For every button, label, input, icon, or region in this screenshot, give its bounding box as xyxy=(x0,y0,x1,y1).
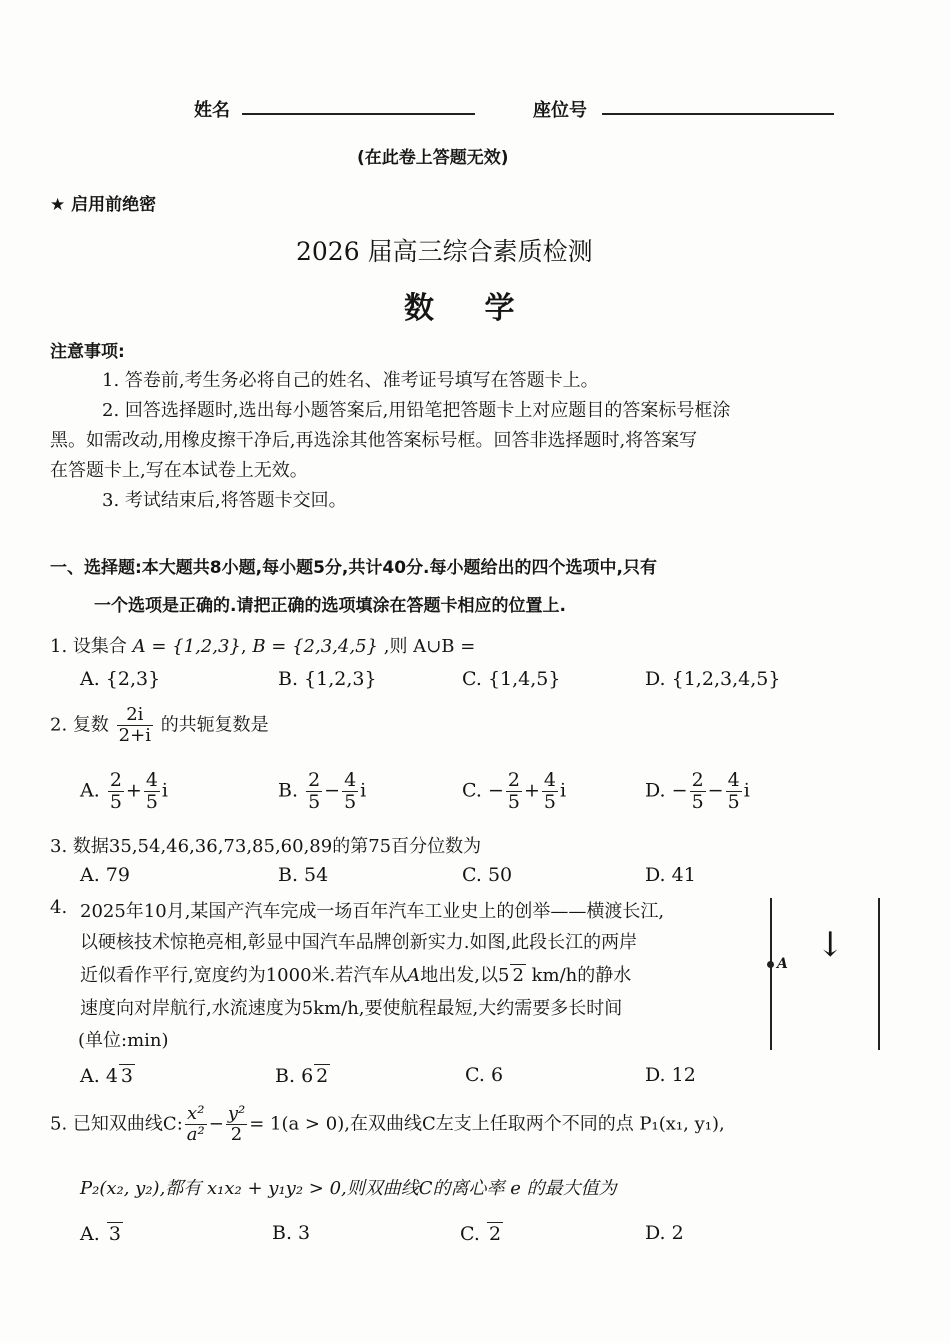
q5-two: 2 xyxy=(230,1123,243,1145)
q2-option-a xyxy=(80,770,168,813)
q2-c-den1: 5 xyxy=(507,790,520,813)
q4-speed-sqrt xyxy=(510,964,525,986)
q5-option-a-label: A. xyxy=(80,1223,100,1245)
q1-option-b: B. {1,2,3} xyxy=(278,668,377,690)
q4-option-a-rad: 3 xyxy=(120,1065,133,1087)
q3-option-a: A. 79 xyxy=(80,864,130,886)
q3-option-c: C. 50 xyxy=(462,864,513,886)
q2-prefix: 复数 xyxy=(72,714,109,736)
river-bank-right xyxy=(878,898,880,1050)
q1-suffix: ,则 A∪B = xyxy=(383,636,476,657)
q5-option-b: B. 3 xyxy=(272,1222,311,1244)
q5-option-d: D. 2 xyxy=(645,1222,684,1244)
q2-a-frac1 xyxy=(108,770,124,813)
q2-b-frac1 xyxy=(306,770,322,813)
q4-option-d: D. 12 xyxy=(645,1064,696,1086)
invalid-note: (在此卷上答题无效) xyxy=(357,148,509,168)
q2-c-i: i xyxy=(559,779,567,802)
q2-d-i: i xyxy=(743,779,750,802)
q2-a-frac2 xyxy=(144,770,160,813)
q4-option-a-coef: 4 xyxy=(105,1065,118,1087)
q2-suffix: 的共轭复数是 xyxy=(160,714,269,736)
q2-d-den1: 5 xyxy=(691,790,704,813)
q2-d-frac2 xyxy=(726,770,742,813)
q2-option-d-label: D. xyxy=(645,779,666,802)
q5-option-c xyxy=(460,1222,503,1245)
point-a-dot xyxy=(767,961,774,968)
current-arrow-icon: ↓ xyxy=(816,925,845,965)
q5-option-a xyxy=(80,1222,123,1245)
q4-option-c: C. 6 xyxy=(465,1064,504,1086)
q2-d-frac1 xyxy=(690,770,706,813)
q2-c-op: + xyxy=(523,779,540,802)
q2-number: 2. xyxy=(50,714,68,736)
q2-stem xyxy=(50,705,269,746)
seat-label: 座位号 xyxy=(533,100,587,121)
q4-line-3c: 地出发,以 xyxy=(420,965,498,986)
q5-minus: − xyxy=(208,1113,224,1135)
q2-c-neg: − xyxy=(487,779,504,802)
notice-item-2a: 2. 回答选择题时,选出每小题答案后,用铅笔把答题卡上对应题目的答案标号框涂 xyxy=(102,400,731,421)
q5-y2: y² xyxy=(227,1103,246,1124)
q5-stem xyxy=(50,1104,725,1145)
q5-option-a-sqrt xyxy=(107,1222,123,1245)
notice-item-1: 1. 答卷前,考生务必将自己的姓名、准考证号填写在答题卡上。 xyxy=(102,370,599,391)
q4-option-b-label: B. xyxy=(275,1065,296,1087)
q2-a-num2: 4 xyxy=(145,769,158,791)
q2-b-op: − xyxy=(324,779,341,802)
q3-text: 数据35,54,46,36,73,85,60,89的第75百分位数为 xyxy=(72,836,482,857)
q4-number: 4. xyxy=(50,897,68,918)
q2-option-b-label: B. xyxy=(278,779,299,802)
q2-frac-numerator: 2i xyxy=(117,705,153,726)
q1-number: 1. xyxy=(50,636,68,657)
section1-heading-2: 一个选项是正确的.请把正确的选项填涂在答题卡相应的位置上. xyxy=(94,596,566,616)
q2-option-a-label: A. xyxy=(80,779,100,802)
q2-d-neg: − xyxy=(671,779,688,802)
q5-option-a-rad: 3 xyxy=(108,1223,121,1245)
q2-c-frac2 xyxy=(542,770,558,813)
q2-a-op: + xyxy=(125,779,142,802)
q2-b-num2: 4 xyxy=(344,769,357,791)
q2-b-num1: 2 xyxy=(308,769,321,791)
q3-option-b: B. 54 xyxy=(278,864,329,886)
q2-fraction xyxy=(117,705,153,746)
q2-d-op: − xyxy=(707,779,724,802)
q4-option-b-sqrt xyxy=(314,1064,330,1087)
q4-option-a-label: A. xyxy=(80,1065,100,1087)
notice-item-3: 3. 考试结束后,将答题卡交回。 xyxy=(102,490,347,511)
river-bank-left xyxy=(770,898,772,1050)
q4-line-2: 以硬核技术惊艳亮相,彰显中国汽车品牌创新实力.如图,此段长江的两岸 xyxy=(80,932,638,953)
q4-line-3a: 近似看作平行,宽度约为1000米.若汽车从 xyxy=(80,965,408,986)
seat-field-line[interactable] xyxy=(602,113,834,115)
name-label: 姓名 xyxy=(194,100,230,121)
q2-frac-denominator: 2+i xyxy=(118,724,151,746)
q2-b-frac2 xyxy=(342,770,358,813)
point-a-label: A xyxy=(777,956,788,972)
q3-number: 3. xyxy=(50,836,68,857)
q2-b-den2: 5 xyxy=(344,790,357,813)
q5-a2: a² xyxy=(186,1123,205,1145)
q2-c-frac1 xyxy=(506,770,522,813)
q1-set-a: A = {1,2,3} xyxy=(132,636,241,657)
notice-item-2c: 在答题卡上,写在本试卷上无效。 xyxy=(50,460,308,481)
q2-d-num1: 2 xyxy=(691,769,704,791)
secret-label: ★ 启用前绝密 xyxy=(50,195,157,215)
q1-prefix: 设集合 xyxy=(72,636,127,657)
q4-speed-rad: 2 xyxy=(512,965,524,986)
name-field-line[interactable] xyxy=(242,113,475,115)
q2-c-num1: 2 xyxy=(507,769,520,791)
q1-option-a: A. {2,3} xyxy=(80,668,161,690)
q1-stem: 1. 设集合 A = {1,2,3}, B = {2,3,4,5} ,则 A∪B = xyxy=(50,636,476,657)
exam-title: 2026 届高三综合素质检测 xyxy=(296,237,593,266)
section1-heading: 一、选择题:本大题共8小题,每小题5分,共计40分.每小题给出的四个选项中,只有 xyxy=(50,558,657,578)
q5-prefix: 已知双曲线C: xyxy=(72,1113,183,1135)
q5-option-c-rad: 2 xyxy=(488,1223,502,1245)
q3-stem xyxy=(50,832,481,858)
q2-d-num2: 4 xyxy=(727,769,740,791)
q5-option-c-label: C. xyxy=(460,1223,480,1245)
q2-option-c xyxy=(462,770,566,813)
q2-b-den1: 5 xyxy=(308,790,321,813)
q2-option-d xyxy=(645,770,750,813)
q5-line-2: P₂(x₂, y₂),都有 x₁x₂ + y₁y₂ > 0,则双曲线C的离心率 e 的最大值为 xyxy=(80,1178,617,1199)
q2-b-i: i xyxy=(360,779,367,802)
q2-a-den2: 5 xyxy=(145,790,158,813)
q4-option-b xyxy=(275,1064,330,1087)
q5-option-c-sqrt xyxy=(487,1222,503,1245)
q1-option-d: D. {1,2,3,4,5} xyxy=(645,668,781,690)
subject-title: 数 学 xyxy=(404,291,535,326)
q2-c-den2: 5 xyxy=(543,790,556,813)
q2-a-num1: 2 xyxy=(109,769,122,791)
q5-number: 5. xyxy=(50,1113,68,1135)
q4-line-5: (单位:min) xyxy=(78,1030,169,1051)
q4-speed-coef: 5 xyxy=(498,965,510,986)
q2-a-i: i xyxy=(161,779,168,802)
q4-line-4: 速度向对岸航行,水流速度为5km/h,要使航程最短,大约需要多长时间 xyxy=(80,998,623,1019)
q4-option-a xyxy=(80,1064,135,1087)
notice-item-2b: 黑。如需改动,用橡皮擦干净后,再选涂其他答案标号框。回答非选择题时,将答案写 xyxy=(50,430,698,451)
q4-line-3f: km/h的静水 xyxy=(531,965,632,986)
q5-x2: x² xyxy=(185,1104,207,1125)
q2-c-num2: 4 xyxy=(543,769,556,791)
q3-option-d: D. 41 xyxy=(645,864,696,886)
q4-point-a: A xyxy=(407,965,421,986)
q5-frac-y xyxy=(226,1104,247,1145)
q4-line-3 xyxy=(80,961,631,987)
q4-line-1: 2025年10月,某国产汽车完成一场百年汽车工业史上的创举——横渡长江, xyxy=(80,901,665,922)
q4-option-b-rad: 2 xyxy=(316,1065,329,1087)
notice-title: 注意事项: xyxy=(50,342,125,362)
q1-option-c: C. {1,4,5} xyxy=(462,668,561,690)
q2-option-b xyxy=(278,770,366,813)
q5-frac-x xyxy=(185,1104,207,1145)
q5-eq: = 1(a > 0) xyxy=(249,1113,345,1135)
q4-option-a-sqrt xyxy=(119,1064,135,1087)
q2-a-den1: 5 xyxy=(109,790,122,813)
q2-option-c-label: C. xyxy=(462,779,482,802)
q2-d-den2: 5 xyxy=(727,790,740,813)
q5-mid: ,在双曲线C左支上任取两个不同的点 P₁(x₁, y₁), xyxy=(344,1113,725,1135)
q1-set-b: B = {2,3,4,5} xyxy=(252,636,378,657)
q4-option-b-coef: 6 xyxy=(301,1065,314,1087)
